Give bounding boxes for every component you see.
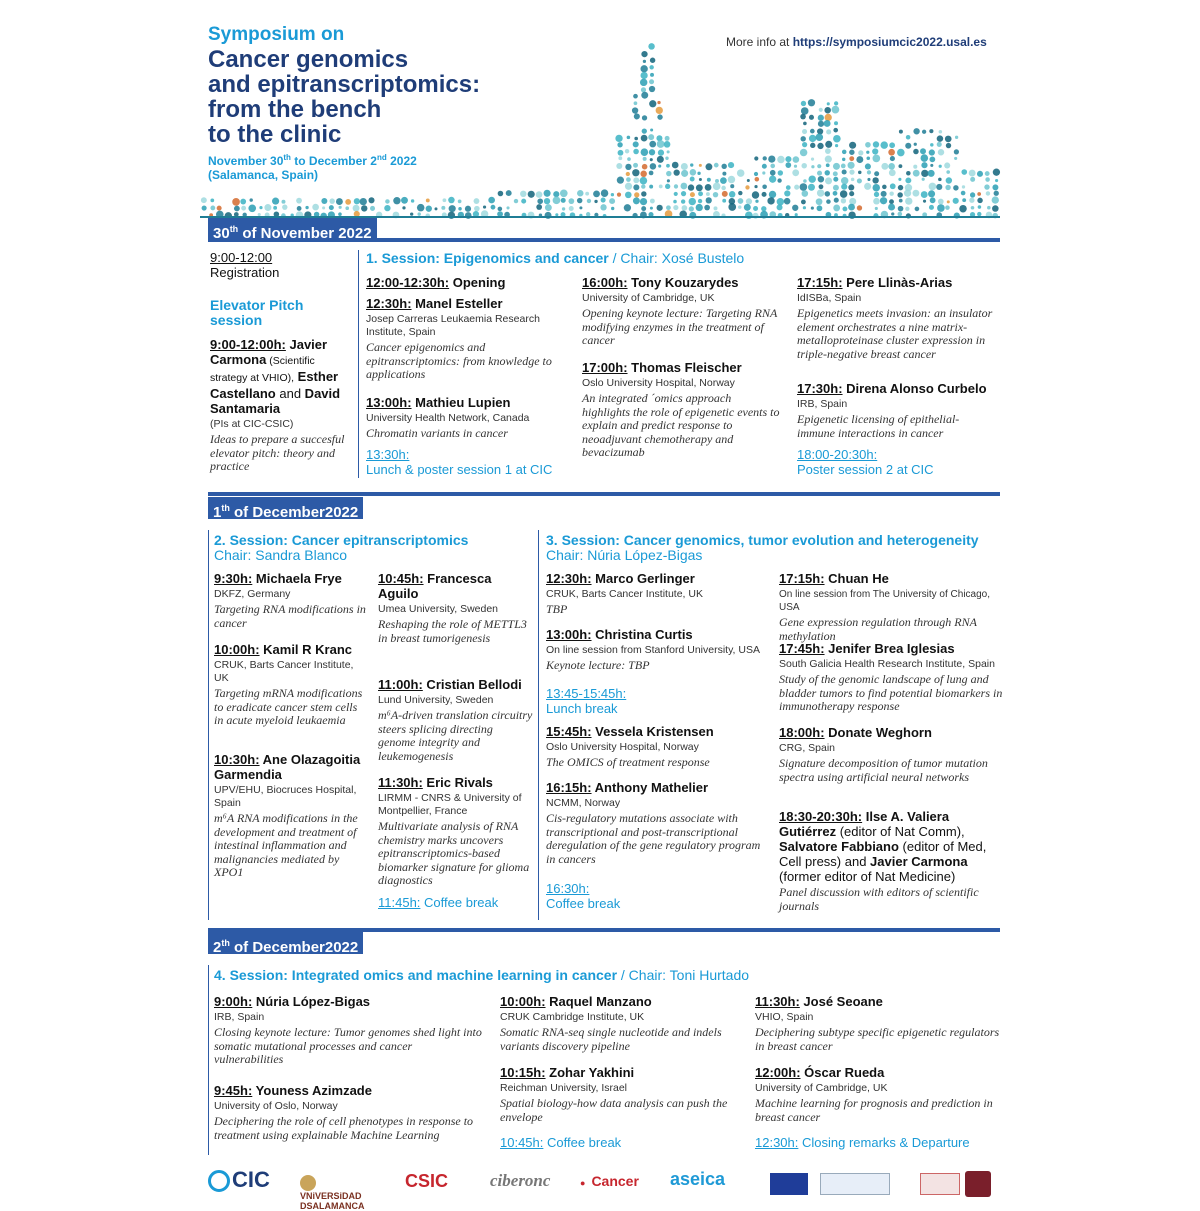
talk-aguilo: 10:45h: Francesca Aguilo Umea University, Sweden Reshaping the role of METTL3 in breast tumorigenesis — [378, 571, 527, 645]
panel-discussion: 18:30-20:30h: Ilse A. Valiera Gutiérrez (editor of Nat Comm), Salvatore Fabbiano (editor of Med, Cell press) and Javier Carmona (former editor of Nat Medicine) Panel discussion with editors of scientific journals — [779, 809, 987, 913]
inicia-logo-icon — [920, 1173, 960, 1195]
session2-title: 2. Session: Cancer epitranscriptomics Chair: Sandra Blanco — [214, 532, 469, 563]
ciberonc-logo: ciberonc — [490, 1171, 551, 1190]
talk-alonso-curbelo: 17:30h: Direna Alonso Curbelo IRB, Spain Epigenetic licensing of epithelial-immune interactions in cancer — [797, 381, 987, 440]
title-line: and epitranscriptomics: — [208, 71, 481, 98]
opening: 12:00-12:30h: Opening — [366, 275, 506, 290]
lunch-break-day2: 13:45-15:45h: Lunch break — [546, 686, 627, 716]
day1-label: 30th of November 2022 — [208, 218, 377, 240]
cic-logo-icon — [208, 1170, 230, 1192]
talk-he: 17:15h: Chuan He On line session from The University of Chicago, USA Gene expression regulation through RNA methylation — [779, 571, 991, 643]
session4-vertical-line — [208, 965, 209, 1155]
talk-curtis: 13:00h: Christina Curtis On line session from Stanford University, USA Keynote lecture: TBP — [546, 627, 760, 672]
cic-logo: CIC — [208, 1167, 270, 1193]
website-link[interactable]: https://symposiumcic2022.usal.es — [792, 35, 987, 49]
title-line: Cancer genomics — [208, 46, 409, 73]
talk-gerlinger: 12:30h: Marco Gerlinger CRUK, Barts Cancer Institute, UK TBP — [546, 571, 703, 616]
talk-rivals: 11:30h: Eric Rivals LIRMM - CNRS & University of Montpellier, France Multivariate analysis of RNA chemistry marks uncovers epitranscriptomics-based biomarker signature for glioma diagnostics — [378, 775, 530, 887]
lunch-poster-1: 13:30h: Lunch & poster session 1 at CIC — [366, 447, 553, 477]
talk-fleischer: 17:00h: Thomas Fleischer Oslo University Hospital, Norway An integrated ´omics approach highlights the role of epigenetic events to explain and predict response to neoadjuvant chemotherapy and bevacizumab — [582, 360, 780, 459]
talk-yakhini: 10:15h: Zohar Yakhini Reichman University, Israel Spatial biology-how data analysis can push the envelope — [500, 1065, 728, 1124]
session1-title: 1. Session: Epigenomics and cancer / Chair: Xosé Bustelo — [366, 250, 745, 266]
day2-divider — [208, 492, 1000, 496]
symposium-title — [208, 47, 508, 147]
junta-castilla-leon-icon — [965, 1171, 991, 1197]
pitch-session: 9:00-12:00h: Javier Carmona (Scientific strategy at VHIO), Esther Castellano and David Santamaria (PIs at CIC-CSIC) Ideas to prepare a succesful elevator pitch: theory and practice — [210, 337, 345, 473]
usal-logo: VNiVERSiDAD DSALAMANCA — [300, 1175, 380, 1211]
talk-seoane: 11:30h: José Seoane VHIO, Spain Deciphering subtype specific epigenetic regulators in breast cancer — [755, 994, 1000, 1053]
session3-title: 3. Session: Cancer genomics, tumor evolution and heterogeneity Chair: Núria López-Bigas — [546, 532, 979, 563]
day3-label: 2th of December2022 — [208, 932, 363, 954]
coffee-break-day2-am: 11:45h: Coffee break — [378, 895, 499, 910]
talk-brea-iglesias: 17:45h: Jenifer Brea Iglesias South Galicia Health Research Institute, Spain Study of the genomic landscape of lung and bladder tumors to find potential biomarkers in immunotherapy response — [779, 641, 1003, 713]
talk-lopez-bigas: 9:00h: Núria López-Bigas IRB, Spain Closing keynote lecture: Tumor genomes shed light into somatic mutational processes and cancer vulnerabilities — [214, 994, 482, 1066]
talk-manzano: 10:00h: Raquel Manzano CRUK Cambridge Institute, UK Somatic RNA-seq single nucleotide and indels variants discovery pipeline — [500, 994, 722, 1053]
talk-rueda: 12:00h: Óscar Rueda University of Cambridge, UK Machine learning for prognosis and prediction in breast cancer — [755, 1065, 993, 1124]
coffee-break-day3: 10:45h: Coffee break — [500, 1135, 622, 1150]
talk-bellodi: 11:00h: Cristian Bellodi Lund University, Sweden m⁶A-driven translation circuitry steers splicing directing genome integrity and leukemogenesis — [378, 677, 533, 763]
more-info: More info at https://symposiumcic2022.usal.es — [726, 35, 987, 49]
poster-session-2: 18:00-20:30h: Poster session 2 at CIC — [797, 447, 934, 477]
title-line: from the bench — [208, 96, 382, 123]
talk-lupien: 13:00h: Mathieu Lupien University Health Network, Canada Chromatin variants in cancer — [366, 395, 530, 440]
symposium-dates: November 30th to December 2nd 2022 (Salamanca, Spain) — [208, 153, 417, 182]
talk-mathelier: 16:15h: Anthony Mathelier NCMM, Norway Cis-regulatory mutations associate with transcriptional and post-transcriptional deregulation of the gene regulatory program in cancers — [546, 780, 761, 866]
talk-kristensen: 15:45h: Vessela Kristensen Oslo University Hospital, Norway The OMICS of treatment response — [546, 724, 714, 769]
day1-vertical-line — [358, 250, 359, 478]
coffee-break-day2-pm: 16:30h: Coffee break — [546, 881, 621, 911]
cancer-logo-mark: ● — [580, 1178, 586, 1188]
talk-esteller: 12:30h: Manel Esteller Josep Carreras Leukaemia Research Institute, Spain Cancer epigenomics and epitranscriptomics: from knowledge to applications — [366, 296, 552, 381]
talk-kouzarydes: 16:00h: Tony Kouzarydes University of Cambridge, UK Opening keynote lecture: Targeting RNA modifying enzymes in the treatment of cancer — [582, 275, 778, 347]
registration: 9:00-12:00 Registration — [210, 250, 280, 280]
aseica-logo: aseica — [670, 1169, 726, 1189]
talk-kranc: 10:00h: Kamil R Kranc CRUK, Barts Cancer Institute, UK Targeting mRNA modifications to eradicate cancer stem cells in acute myeloid leukaemia — [214, 642, 363, 727]
talk-azimzade: 9:45h: Youness Azimzade University of Oslo, Norway Deciphering the role of cell phenotypes in response to treatment using explainable Machine Learning — [214, 1083, 474, 1142]
closing-remarks: 12:30h: Closing remarks & Departure — [755, 1135, 970, 1150]
session2-vertical-line — [208, 530, 209, 920]
talk-weghorn: 18:00h: Donate Weghorn CRG, Spain Signature decomposition of tumor mutation spectra using artificial neural networks — [779, 725, 988, 784]
talk-olazagoitia: 10:30h: Ane Olazagoitia Garmendia UPV/EHU, Biocruces Hospital, Spain m⁶A RNA modifications in the development and treatment of intestinal inflammation and malignancies mediated by XPO1 — [214, 752, 361, 879]
csic-logo: CSIC — [405, 1171, 449, 1191]
eu-flag-icon — [770, 1173, 808, 1195]
session4-title: 4. Session: Integrated omics and machine learning in cancer / Chair: Toni Hurtado — [214, 967, 750, 983]
session3-vertical-line — [538, 530, 539, 920]
cancer-logo: ● Cancer — [580, 1173, 639, 1189]
usal-seal-icon — [300, 1175, 316, 1191]
talk-llinas-arias: 17:15h: Pere Llinàs-Arias IdISBa, Spain Epigenetics meets invasion: an insulator element orchestrates a nine matrix-metalloproteinase cluster expression in triple-negative breast cancer — [797, 275, 993, 361]
europa-funding-icon — [820, 1173, 890, 1195]
day2-label: 1th of December2022 — [208, 497, 363, 519]
talk-frye: 9:30h: Michaela Frye DKFZ, Germany Targeting RNA modifications in cancer — [214, 571, 366, 630]
title-line: to the clinic — [208, 121, 342, 148]
pitch-session-title: Elevator Pitch session — [210, 297, 304, 328]
symposium-place: (Salamanca, Spain) — [208, 168, 319, 182]
sponsor-logos — [200, 1165, 1020, 1211]
symposium-pretitle: Symposium on — [208, 24, 345, 45]
